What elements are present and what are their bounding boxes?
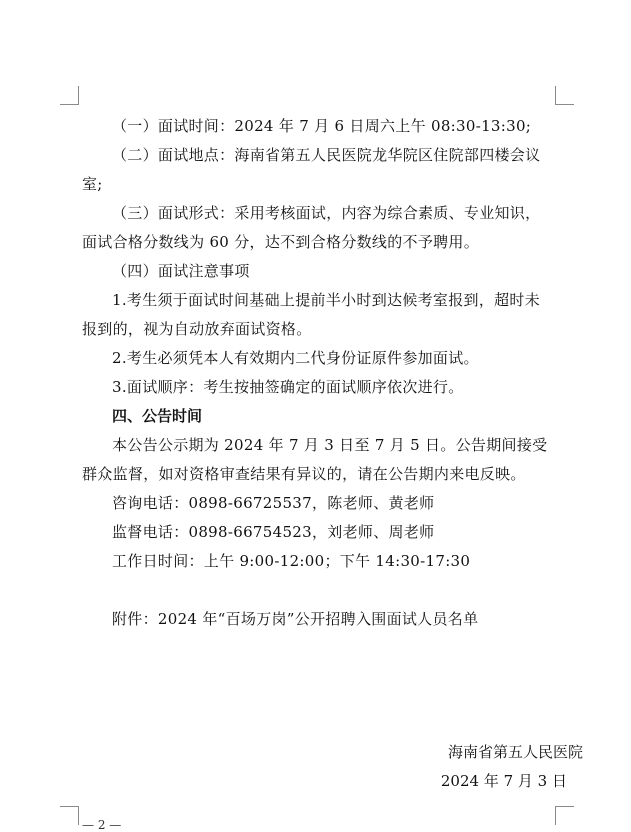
document-body [82,112,552,634]
crop-mark-bottom-left [60,806,79,825]
section-heading-announcement-period: 四、公告时间 [112,407,203,425]
crop-mark-bottom-right [555,806,574,825]
work-hours: 工作日时间：上午 9:00-12:00；下午 14:30-17:30 [112,552,471,570]
signature-organization: 海南省第五人民医院 [447,743,583,761]
interview-location: （二）面试地点：海南省第五人民医院龙华院区住院部四楼会议室; [82,146,541,193]
blank-line [82,576,552,605]
interview-notes-title: （四）面试注意事项 [112,262,250,280]
consult-phone: 咨询电话：0898-66725537，陈老师、黄老师 [112,494,435,512]
signature-block [441,738,583,796]
notes-item-1: 1.考生须于面试时间基础上提前半小时到达候考室报到，超时未报到的，视为自动放弃面试资格。 [82,291,541,338]
notes-item-2: 2.考生必须凭本人有效期内二代身份证原件参加面试。 [112,349,479,367]
page-number: — 2 — [82,818,122,832]
interview-format: （三）面试形式：采用考核面试，内容为综合素质、专业知识，面试合格分数线为 60 分，达不到合格分数线的不予聘用。 [82,204,541,251]
interview-time: （一）面试时间：2024 年 7 月 6 日周六上午 08:30-13:30; [112,117,532,135]
announcement-period-text: 本公告公示期为 2024 年 7 月 3 日至 7 月 5 日。公告期间接受群众监督，如对资格审查结果有异议的，请在公告期内来电反映。 [82,436,548,483]
notes-item-3: 3.面试顺序：考生按抽签确定的面试顺序依次进行。 [112,378,464,396]
crop-mark-top-left [60,86,79,105]
attachment-line: 附件：2024 年“百场万岗”公开招聘入围面试人员名单 [112,610,479,628]
supervise-phone: 监督电话：0898-66754523，刘老师、周老师 [112,523,435,541]
signature-date: 2024 年 7 月 3 日 [440,772,567,790]
crop-mark-top-right [555,86,574,105]
